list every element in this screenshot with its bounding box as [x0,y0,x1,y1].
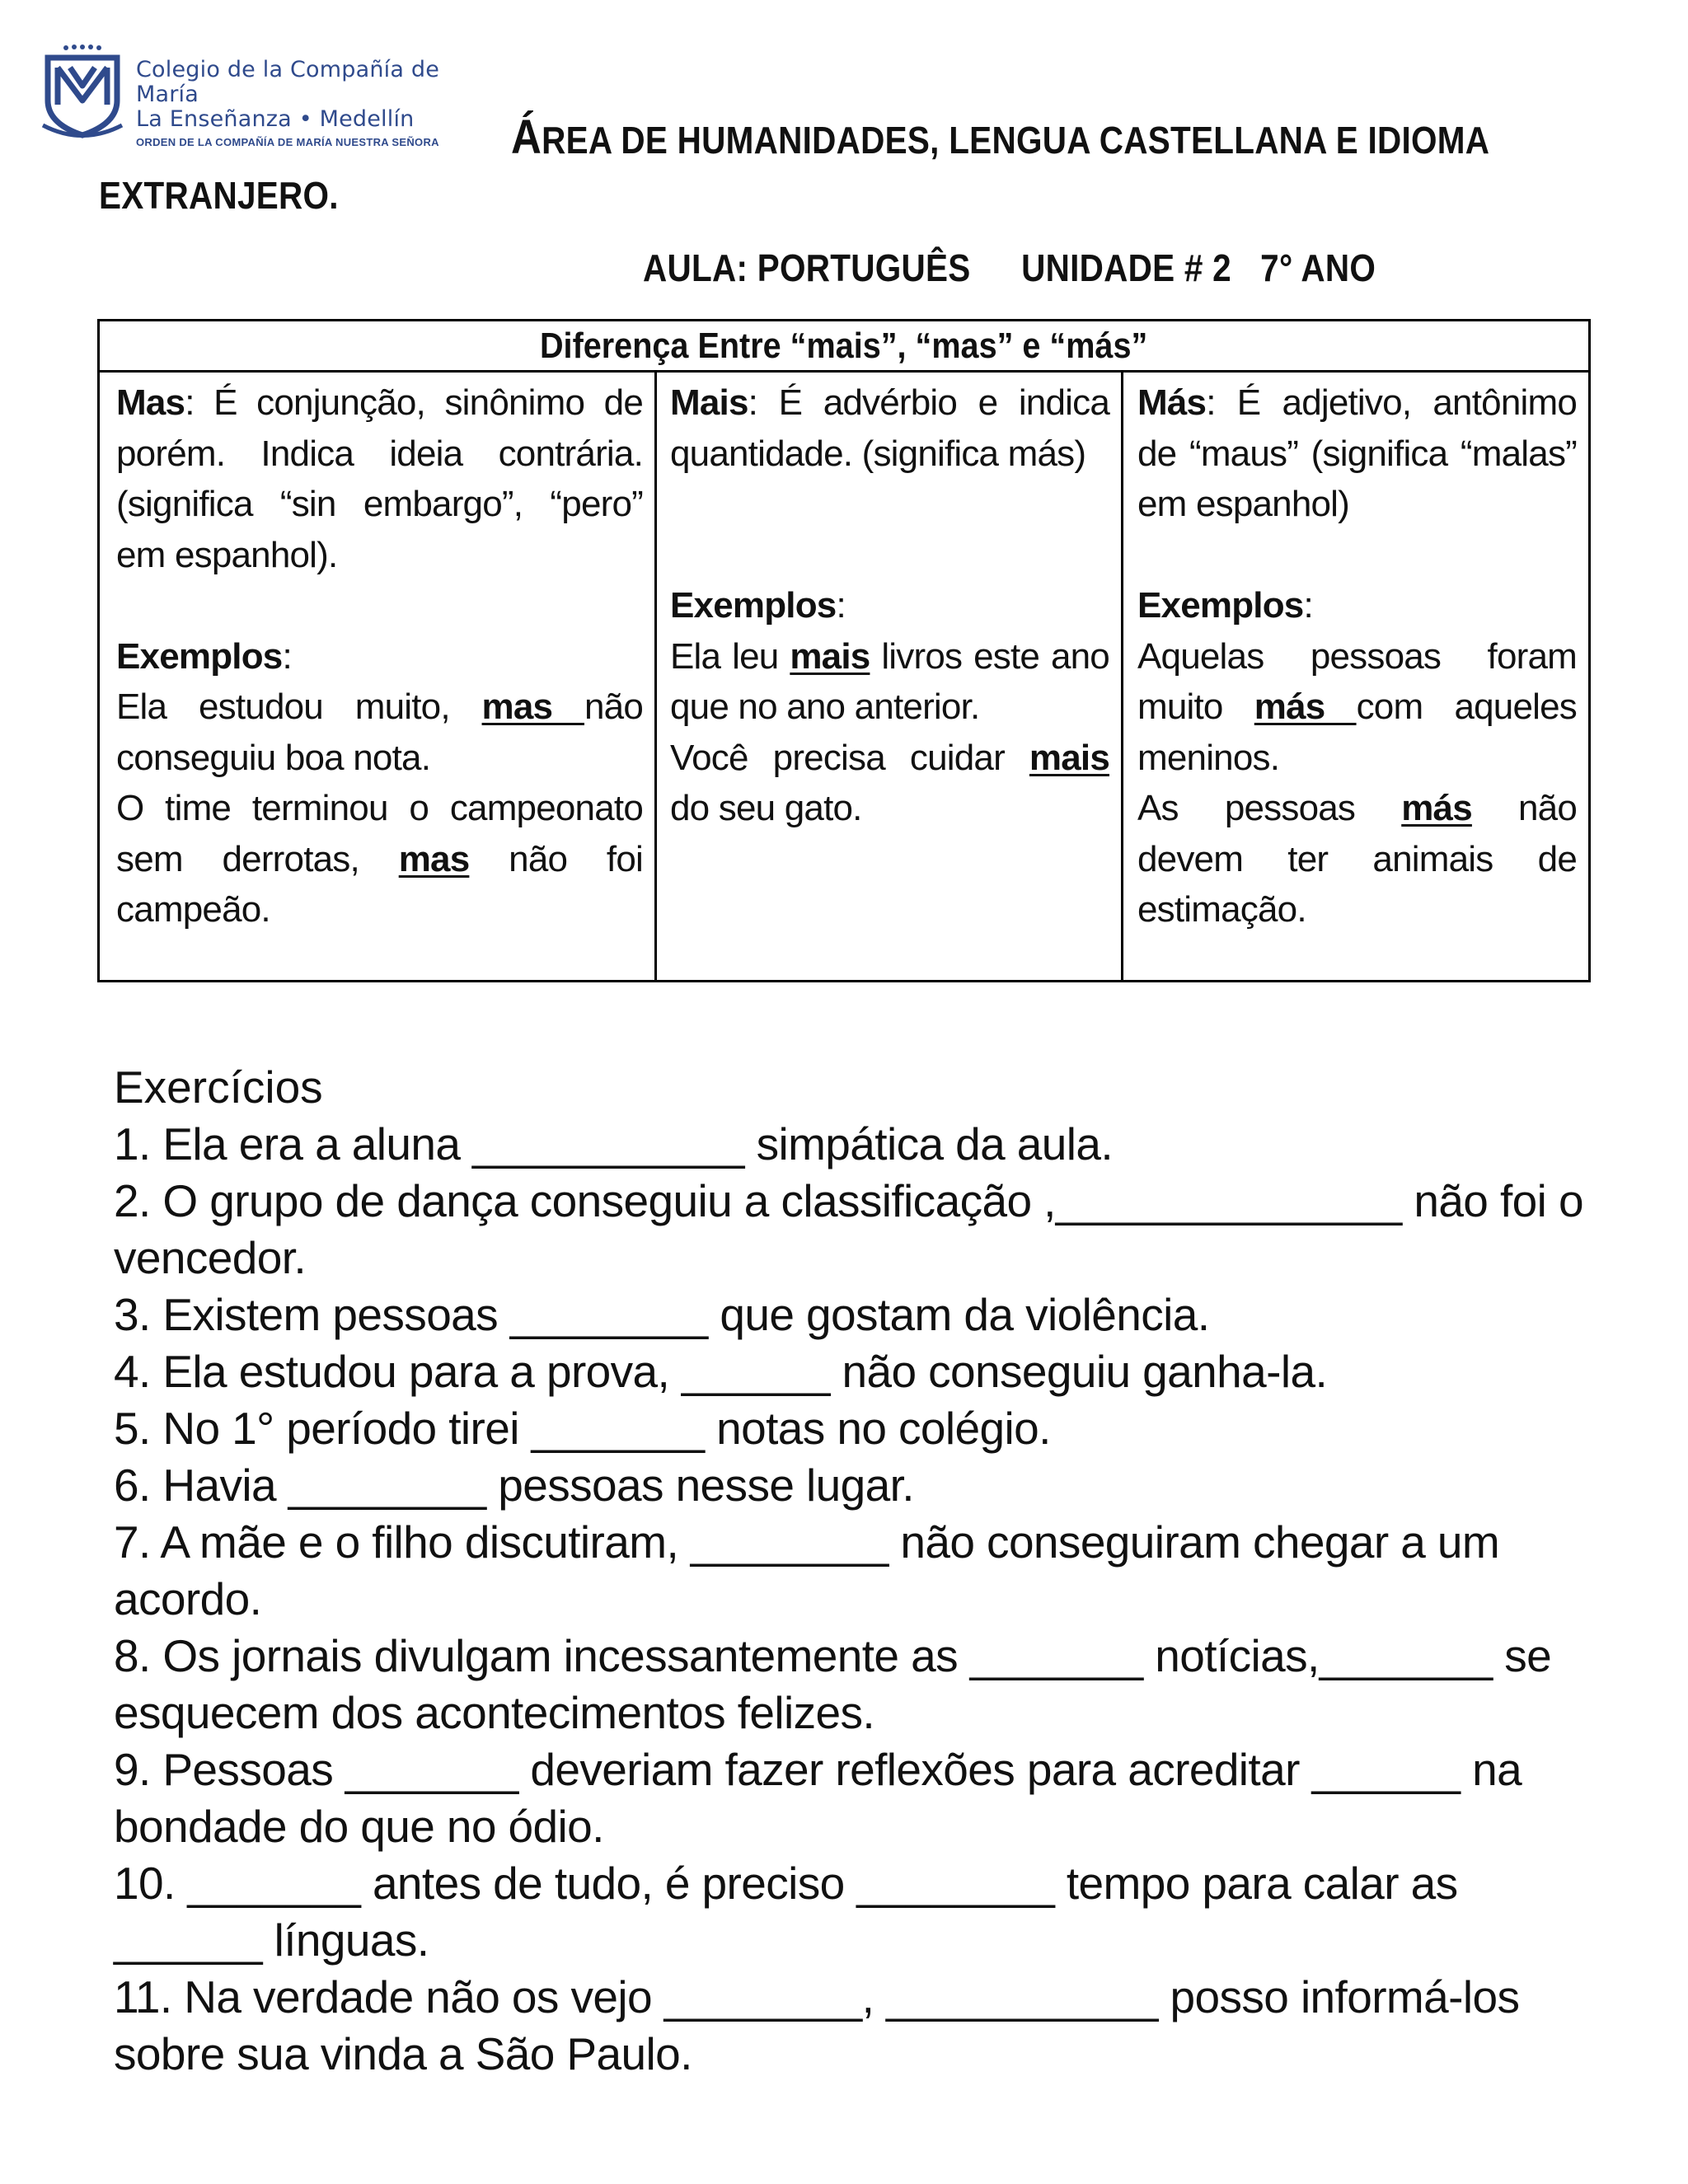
logo-name: Colegio de la Compañía de María [136,57,440,107]
exercises-section [114,1059,1597,2083]
logo-order: ORDEN DE LA COMPAÑÍA DE MARÍA NUESTRA SEÑORA [136,136,439,148]
comparison-table [97,319,1591,982]
lesson-heading [643,246,1376,290]
exercise-item: 11. Na verdade não os vejo ________, ___________ posso informá-los sobre sua vinda a São Paulo. [114,1971,1520,2079]
mais-example-1: Ela leu mais livros este ano que no ano anterior. [670,635,1109,727]
mas-adjective-example-2: As pessoas más não devem ter animais de estimação. [1137,788,1577,930]
exercise-item: 8. Os jornais divulgam incessantemente as _______ notícias,_______ se esquecem dos acontecimentos felizes. [114,1630,1552,1738]
logo-text [136,58,486,150]
mais-definition: Mais: É advérbio e indica quantidade. (significa más) [670,382,1109,474]
area-heading [511,110,1489,165]
exercise-item: 10. _______ antes de tudo, é preciso ________ tempo para calar as ______ línguas. [114,1858,1458,1966]
exercise-item: 9. Pessoas _______ deveriam fazer reflexões para acreditar ______ na bondade do que no ódio. [114,1744,1522,1852]
logo-city: La Enseñanza • Medellín [136,106,415,132]
exercises-title: Exercícios [114,1062,323,1113]
exercise-item: 6. Havia ________ pessoas nesse lugar. [114,1460,914,1511]
mas-example-1: Ela estudou muito, mas não conseguiu boa nota. [116,687,643,778]
table-title: Diferença Entre “mais”, “mas” e “más” [100,321,1588,373]
exercise-item: 4. Ela estudou para a prova, ______ não conseguiu ganha-la. [114,1346,1328,1397]
exercise-item: 5. No 1° período tirei _______ notas no colégio. [114,1403,1051,1454]
area-initial: Á [511,110,542,164]
mas-example-2: O time terminou o campeonato sem derrotas, mas não foi campeão. [116,788,643,930]
grade-label: 7° ANO [1260,246,1376,289]
mas-examples-label: Exemplos: [116,635,292,677]
exercise-item: 3. Existem pessoas ________ que gostam da violência. [114,1289,1210,1340]
mais-example-2: Você precisa cuidar mais do seu gato. [670,737,1109,828]
exercise-item: 1. Ela era a aluna ___________ simpática da aula. [114,1118,1114,1169]
mas-definition: Mas: É conjunção, sinônimo de porém. Indica ideia contrária. (significa “sin embargo”, “pero” em espanhol). [116,382,643,575]
crest-icon [41,43,132,146]
column-mas-adjective [1123,373,1588,980]
school-logo [41,43,486,146]
mas-adjective-examples-label: Exemplos: [1137,585,1313,626]
exercise-item: 2. O grupo de dança conseguiu a classificação ,______________ não foi o vencedor. [114,1175,1583,1283]
exercise-item: 7. A mãe e o filho discutiram, ________ não conseguiram chegar a um acordo. [114,1516,1500,1624]
column-mas [100,373,657,980]
mas-adjective-definition: Más: É adjetivo, antônimo de “maus” (significa “malas” em espanhol) [1137,382,1577,524]
unidade-label: UNIDADE # 2 [1021,246,1231,289]
mais-examples-label: Exemplos: [670,585,846,626]
aula-label: AULA: PORTUGUÊS [643,246,971,289]
area-heading-rest: REA DE HUMANIDADES, LENGUA CASTELLANA E IDIOMA [542,119,1490,162]
mas-adjective-example-1: Aquelas pessoas foram muito más com aqueles meninos. [1137,635,1577,778]
column-mais [657,373,1123,980]
area-heading-line2: EXTRANJERO. [99,174,339,217]
